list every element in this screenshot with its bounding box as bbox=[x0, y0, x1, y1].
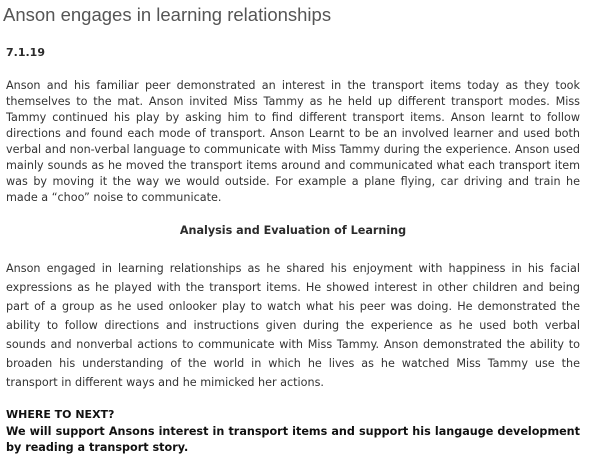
analysis-heading: Analysis and Evaluation of Learning bbox=[179, 224, 407, 237]
analysis-paragraph: Anson engaged in learning relationships as he shared his enjoyment with happiness in his facial expressions as he played with the transport items. He showed interest in other children and being part of a group as he used onlooker play to watch what his peer was doing. He demonstrated the ability to follow directions and instructions given during the experience as he used both verbal sounds and nonverbal actions to communicate with Miss Tammy. Anson demonstrated the ability to broaden his understanding of the world in which he lives as he watched Miss Tammy use the transport in different ways and he mimicked her actions. bbox=[6, 262, 580, 389]
observation-paragraph: Anson and his familiar peer demonstrated an interest in the transport items today as they took themselves to the mat. Anson invited Miss Tammy as he held up different transport modes. Miss Tammy continued his play by asking him to find different transport items. Anson learnt to follow directions and found each mode of transport. Anson Learnt to be an involved learner and used both verbal and non-verbal language to communicate with Miss Tammy during the experience. Anson used mainly sounds as he moved the transport items around and communicated what each transport item was by moving it the way we would outside. For example a plane flying, car driving and train he made a “choo” noise to communicate. bbox=[6, 79, 580, 204]
where-to-next-text: We will support Ansons interest in transport items and support his langauge development by reading a transport story. bbox=[6, 425, 580, 454]
where-to-next-heading: WHERE TO NEXT? bbox=[6, 408, 115, 421]
observation-date: 7.1.19 bbox=[6, 46, 45, 59]
page-title: Anson engages in learning relationships bbox=[3, 4, 332, 25]
